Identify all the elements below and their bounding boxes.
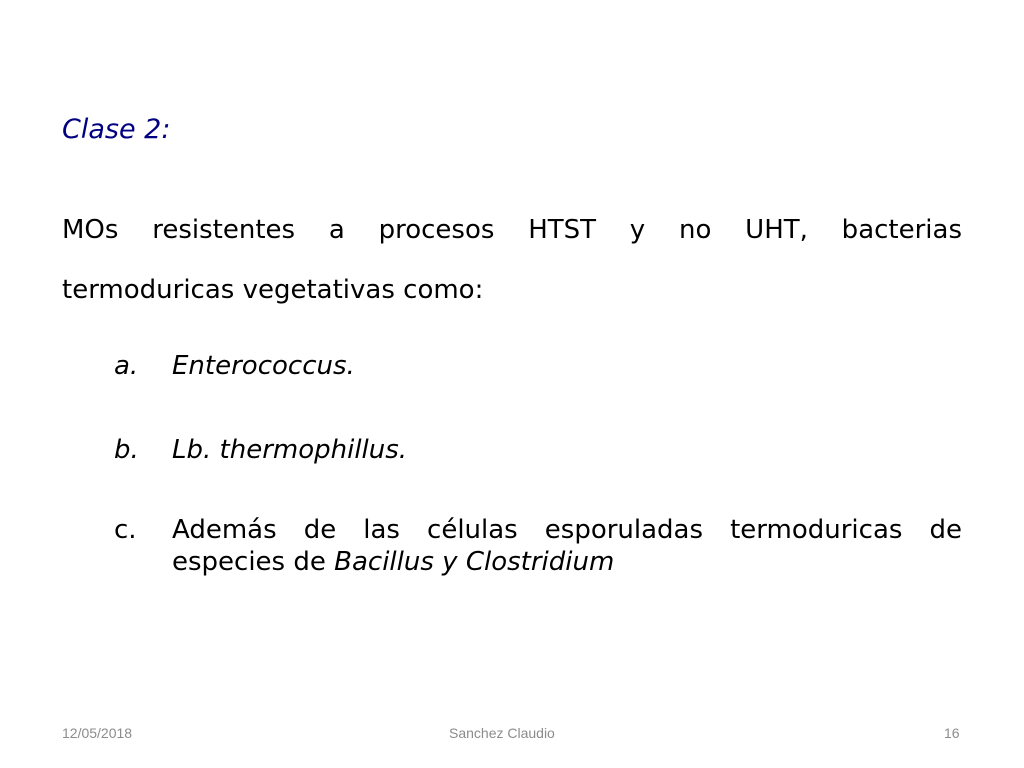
slide-heading: Clase 2: [62, 114, 171, 145]
list-item-text: Enterococcus. [172, 351, 355, 381]
list-item-line-2 [172, 546, 962, 578]
list-item-prefix: especies de [172, 547, 335, 577]
list-item-text: Lb. thermophillus. [172, 435, 408, 465]
footer-date: 12/05/2018 [62, 725, 133, 741]
genus-names: Bacillus y Clostridium [334, 547, 615, 577]
list-marker: a. [114, 351, 139, 381]
list-item-line-1: Además de las células esporuladas termoduricas de [172, 515, 962, 545]
intro-line-2: termoduricas vegetativas como: [62, 275, 484, 305]
list-marker: b. [114, 435, 139, 465]
list-marker: c. [114, 515, 137, 545]
list-item-text [172, 514, 962, 578]
intro-line-1: MOs resistentes a procesos HTST y no UHT, bacterias [62, 215, 962, 245]
footer-author: Sanchez Claudio [449, 725, 555, 741]
intro-paragraph [62, 200, 962, 320]
footer-page-number: 16 [944, 725, 960, 741]
